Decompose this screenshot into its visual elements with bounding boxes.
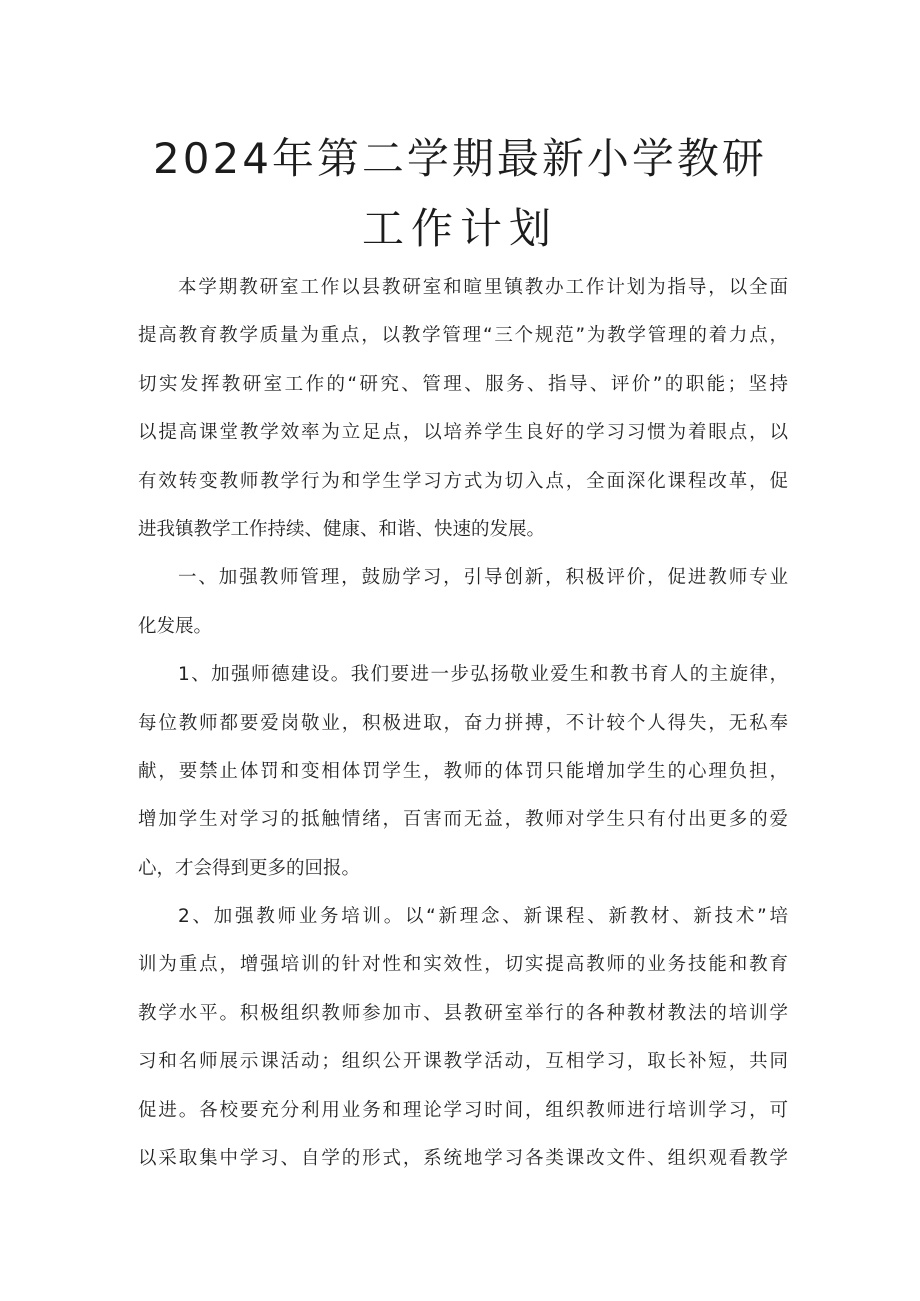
body-line: 有效转变教师教学行为和学生学习方式为切入点，全面深化课程改革，促 [138, 470, 788, 492]
body-line: 1、加强师德建设。我们要进一步弘扬敬业爱生和教书育人的主旋律， [178, 664, 788, 686]
body-line: 心，才会得到更多的回报。 [138, 857, 361, 879]
body-line: 一、加强教师管理，鼓励学习，引导创新，积极评价，促进教师专业 [178, 567, 788, 589]
body-line: 切实发挥教研室工作的“研究、管理、服务、指导、评价”的职能；坚持 [138, 373, 788, 395]
document-title-line-2: 工作计划 [361, 204, 558, 253]
body-line: 增加学生对学习的抵触情绪，百害而无益，教师对学生只有付出更多的爱 [138, 809, 788, 831]
document-body [138, 264, 788, 1183]
body-line: 习和名师展示课活动；组织公开课教学活动，互相学习，取长补短，共同 [138, 1051, 788, 1073]
body-line: 促进。各校要充分利用业务和理论学习时间，组织教师进行培训学习，可 [138, 1099, 788, 1121]
body-line: 进我镇教学工作持续、健康、和谐、快速的发展。 [138, 518, 546, 540]
body-line: 献，要禁止体罚和变相体罚学生，教师的体罚只能增加学生的心理负担， [138, 760, 788, 782]
body-line: 每位教师都要爱岗敬业，积极进取，奋力拼搏，不计较个人得失，无私奉 [138, 712, 788, 734]
body-line: 以提高课堂教学效率为立足点，以培养学生良好的学习习惯为着眼点，以 [138, 422, 788, 444]
body-line: 训为重点，增强培训的针对性和实效性，切实提高教师的业务技能和教育 [138, 954, 788, 976]
document-title-line-1: 2024年第二学期最新小学教研 [153, 134, 767, 183]
body-line: 化发展。 [138, 615, 213, 637]
body-line: 以采取集中学习、自学的形式，系统地学习各类课改文件、组织观看教学 [138, 1148, 788, 1170]
body-line: 教学水平。积极组织教师参加市、县教研室举行的各种教材教法的培训学 [138, 1002, 788, 1024]
body-line: 提高教育教学质量为重点，以教学管理“三个规范”为教学管理的着力点， [138, 325, 788, 347]
body-line: 2、加强教师业务培训。以“新理念、新课程、新教材、新技术”培 [178, 906, 788, 928]
body-line: 本学期教研室工作以县教研室和暄里镇教办工作计划为指导，以全面 [178, 277, 788, 298]
